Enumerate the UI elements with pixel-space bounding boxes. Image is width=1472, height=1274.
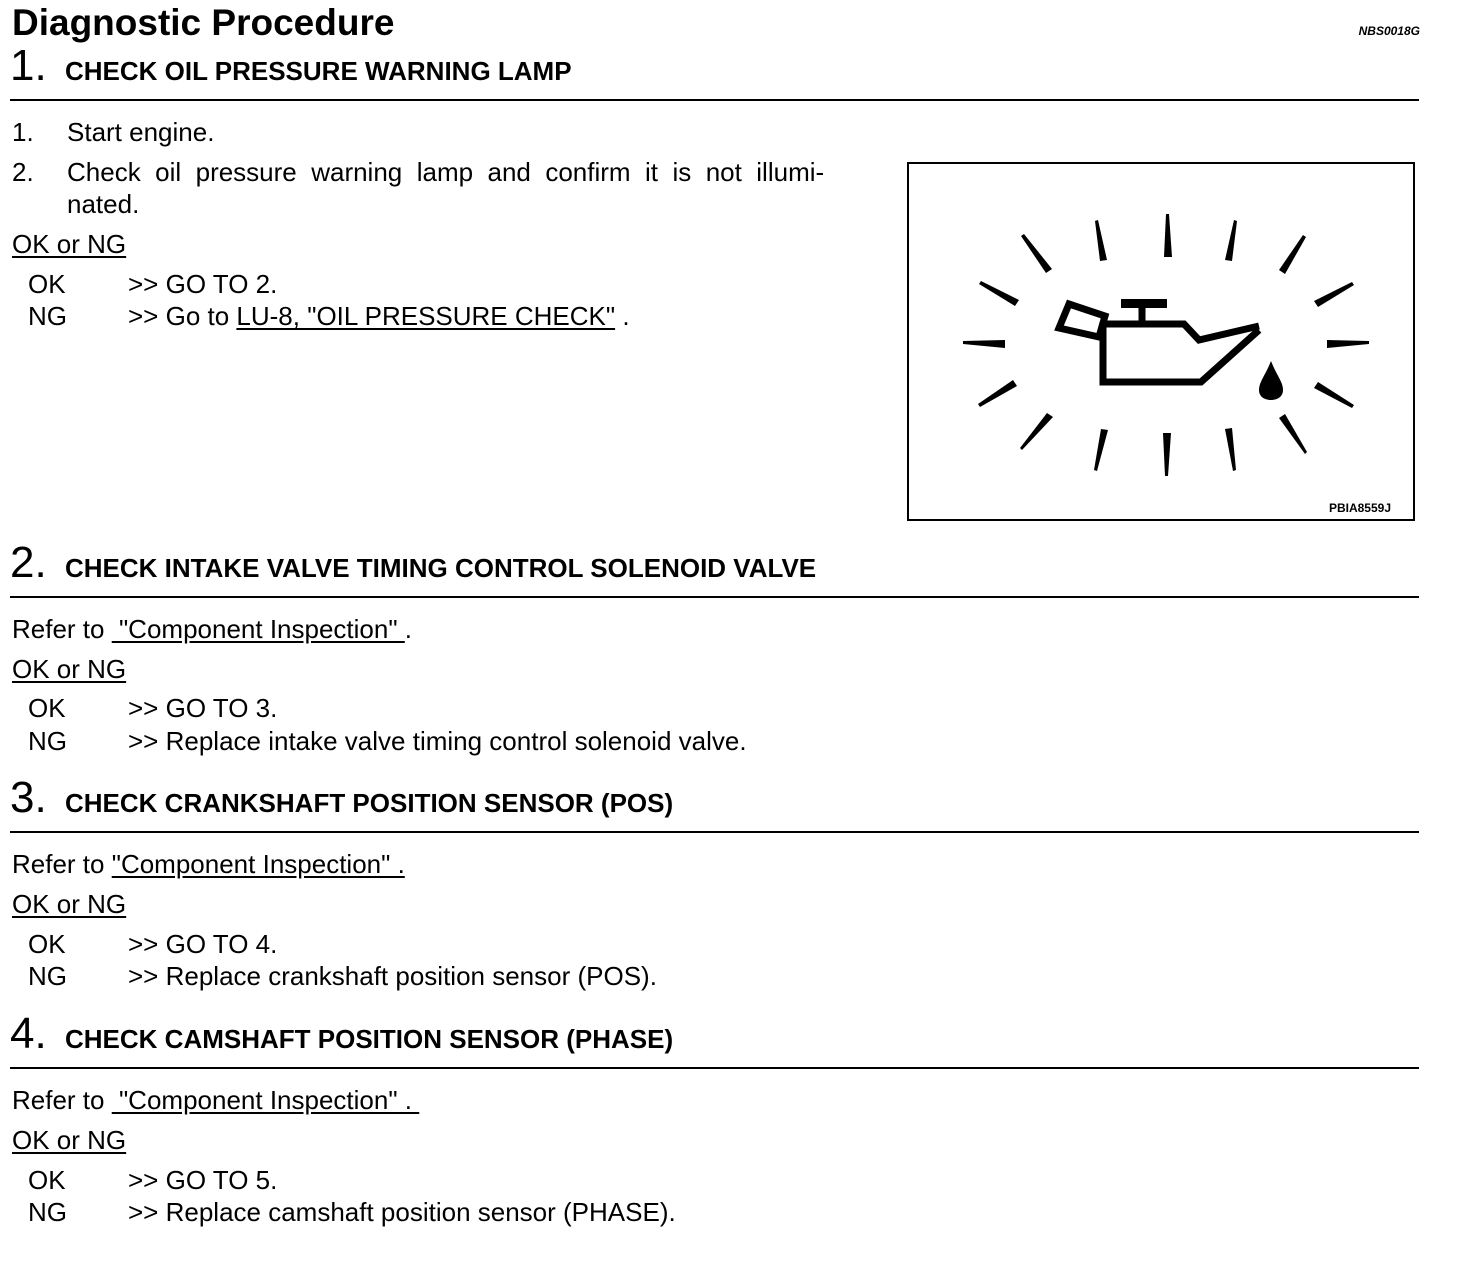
step-4-refer <box>12 1085 419 1115</box>
step-2-refer-suffix: . <box>404 614 413 644</box>
step-2-ng-text: >> Replace intake valve timing control solenoid valve. <box>128 726 747 756</box>
step-1-ok-label: OK <box>28 269 66 299</box>
step-4-component-inspection-link[interactable]: "Component Inspection" . <box>111 1085 420 1115</box>
step-1-title: CHECK OIL PRESSURE WARNING LAMP <box>65 56 572 86</box>
step-1-ng-suffix: . <box>615 301 630 331</box>
illumination-rays <box>963 214 1369 476</box>
step-2-ng-label: NG <box>28 726 67 756</box>
oil-can-cap <box>1121 299 1167 308</box>
step-4-ng-label: NG <box>28 1197 67 1227</box>
instruction-1-text: Start engine. <box>67 117 215 147</box>
step-3-ok-ng-label: OK or NG <box>12 889 127 919</box>
step-2-title: CHECK INTAKE VALVE TIMING CONTROL SOLENOID VALVE <box>65 553 817 583</box>
step-2-divider <box>10 596 1419 598</box>
step-2-refer-prefix: Refer to <box>12 614 112 644</box>
step-1-ng-text <box>128 301 630 331</box>
step-4-number: 4. <box>10 1009 47 1058</box>
step-1-ng-label: NG <box>28 301 67 331</box>
step-1-number: 1. <box>10 41 47 90</box>
step-4-refer-prefix: Refer to <box>12 1085 112 1115</box>
oil-drop-icon <box>1259 361 1283 400</box>
step-2-component-inspection-link[interactable]: "Component Inspection" <box>111 614 405 644</box>
step-3-component-inspection-link[interactable]: "Component Inspection" . <box>111 849 405 879</box>
step-4-title: CHECK CAMSHAFT POSITION SENSOR (PHASE) <box>65 1024 674 1054</box>
step-4-divider <box>10 1067 1419 1069</box>
step-2-refer <box>12 614 412 644</box>
step-2-ok-label: OK <box>28 693 66 723</box>
step-1-ok-text: >> GO TO 2. <box>128 269 278 299</box>
document-code: NBS0018G <box>1358 24 1420 38</box>
step-1-ng-prefix: >> Go to <box>128 301 237 331</box>
oil-pressure-check-link[interactable]: LU-8, "OIL PRESSURE CHECK" <box>236 301 616 331</box>
step-2-ok-text: >> GO TO 3. <box>128 693 278 723</box>
oil-pressure-warning-lamp-icon <box>909 164 1413 519</box>
step-3-title: CHECK CRANKSHAFT POSITION SENSOR (POS) <box>65 788 674 818</box>
page-title: Diagnostic Procedure <box>12 2 395 43</box>
step-4-ok-text: >> GO TO 5. <box>128 1165 278 1195</box>
instruction-1-number: 1. <box>12 117 34 147</box>
step-2-number: 2. <box>10 538 47 587</box>
step-1-divider <box>10 99 1419 101</box>
step-3-number: 3. <box>10 773 47 822</box>
instruction-2-text-line1: Check oil pressure warning lamp and confirm it is not illumi- <box>67 157 825 187</box>
step-1-ok-ng-label: OK or NG <box>12 229 127 259</box>
step-3-refer <box>12 849 405 879</box>
step-3-ng-label: NG <box>28 961 67 991</box>
step-3-refer-prefix: Refer to <box>12 849 112 879</box>
step-3-divider <box>10 831 1419 833</box>
step-2-ok-ng-label: OK or NG <box>12 654 127 684</box>
step-4-ok-ng-label: OK or NG <box>12 1125 127 1155</box>
step-4-ok-label: OK <box>28 1165 66 1195</box>
step-4-ng-text: >> Replace camshaft position sensor (PHASE). <box>128 1197 676 1227</box>
step-3-ng-text: >> Replace crankshaft position sensor (POS). <box>128 961 657 991</box>
step-3-ok-label: OK <box>28 929 66 959</box>
step-3-ok-text: >> GO TO 4. <box>128 929 278 959</box>
oil-can-outline <box>1059 304 1259 382</box>
instruction-2-text-line2: nated. <box>67 189 140 219</box>
oil-pressure-lamp-figure <box>907 162 1415 521</box>
instruction-2-number: 2. <box>12 157 34 187</box>
figure-code: PBIA8559J <box>1328 501 1391 515</box>
